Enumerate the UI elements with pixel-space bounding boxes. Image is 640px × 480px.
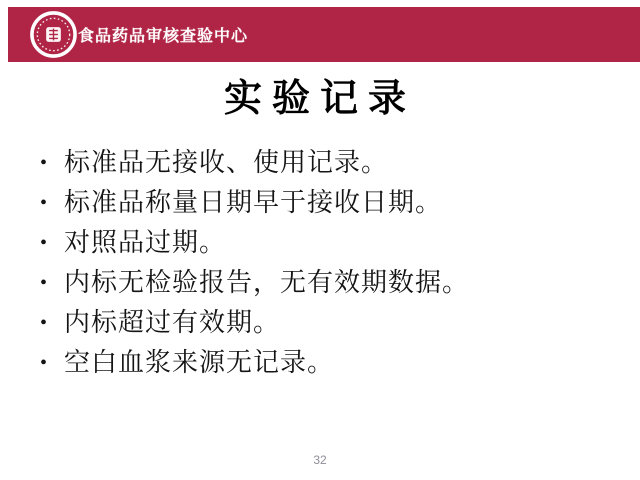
bullet-text: 空白血浆来源无记录。 [64,348,335,377]
bullet-marker-icon: • [40,312,49,334]
bullet-text: 标准品无接收、使用记录。 [64,148,389,177]
bullet-text: 内标无检验报告，无有效期数据。 [64,268,470,297]
bullet-item [36,183,616,223]
bullet-list [36,143,616,383]
bullet-marker-icon: • [40,272,49,294]
bullet-marker-icon: • [40,232,49,254]
bullet-item [36,343,616,383]
bullet-marker-icon: • [40,352,49,374]
bullet-item [36,303,616,343]
bullet-text: 内标超过有效期。 [64,308,281,337]
bullet-text: 标准品称量日期早于接收日期。 [64,188,443,217]
bullet-item [36,263,616,303]
page-number: 32 [313,453,327,467]
slide-title: 实验记录 [223,75,416,120]
bullet-text: 对照品过期。 [64,228,227,257]
header-band [8,7,640,62]
bullet-item [36,143,616,183]
bullet-marker-icon: • [40,192,49,214]
org-seal-icon [29,10,78,59]
bullet-marker-icon: • [40,152,49,174]
bullet-item [36,223,616,263]
org-name: 食品药品审核查验中心 [78,28,249,45]
